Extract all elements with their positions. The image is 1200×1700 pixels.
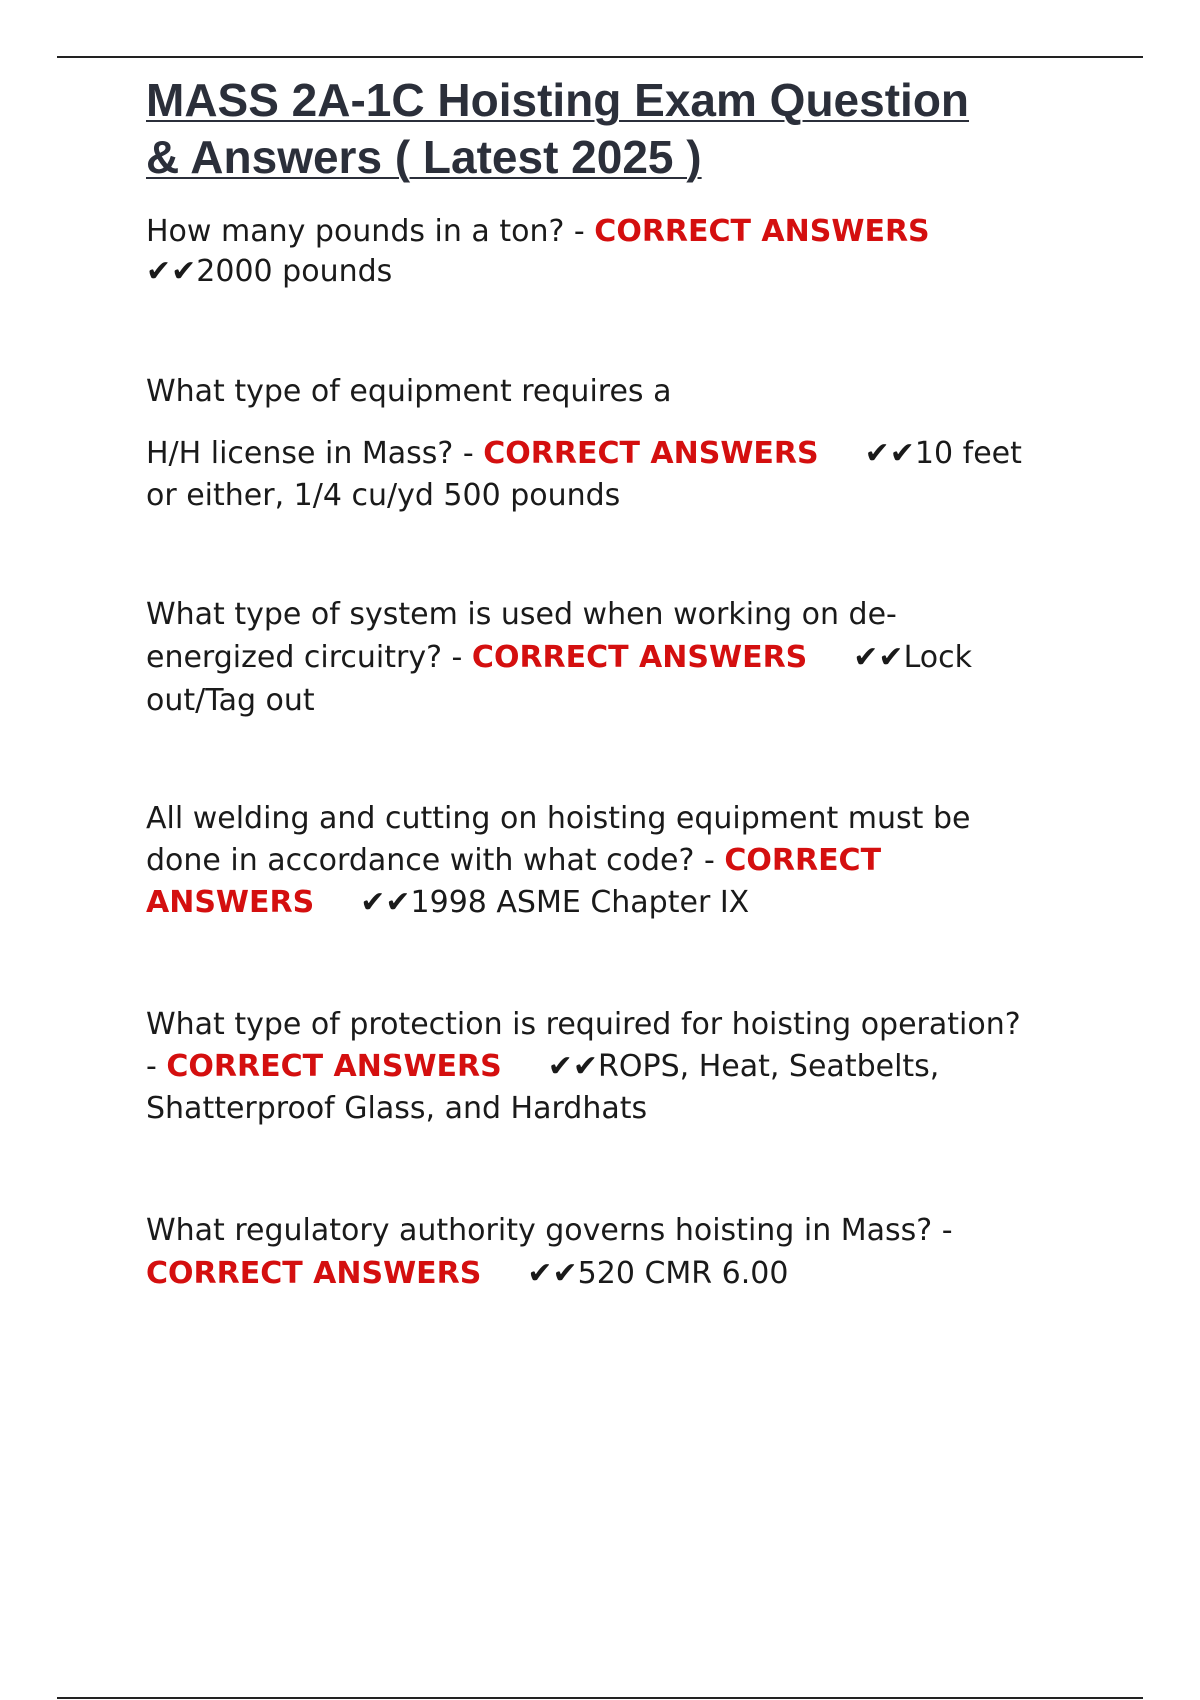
- correct-answers-label: CORRECT ANSWERS: [166, 1049, 502, 1084]
- qa-1-line-2: [146, 252, 1106, 292]
- qa-3-line-2: [146, 636, 1106, 679]
- answer-text: 1998 ASME Chapter IX: [410, 885, 750, 920]
- double-check-icon: ✔✔: [360, 885, 411, 920]
- question-text: energized circuitry? -: [146, 640, 472, 675]
- correct-answers-label: CORRECT ANSWERS: [483, 436, 819, 471]
- title-line-1: MASS 2A-1C Hoisting Exam Question: [146, 74, 970, 126]
- top-rule: [57, 56, 1143, 58]
- bottom-rule: [57, 1697, 1143, 1699]
- double-check-icon: ✔✔: [146, 254, 197, 289]
- correct-answers-label: CORRECT ANSWERS: [146, 1256, 482, 1291]
- qa-item-4: [146, 798, 1106, 924]
- question-text: How many pounds in a ton? -: [146, 214, 595, 249]
- qa-4-line-2: [146, 840, 1106, 882]
- answers-word: ANSWERS: [146, 885, 315, 920]
- answer-text: 2000 pounds: [196, 254, 393, 289]
- correct-answers-label: CORRECT ANSWERS: [594, 214, 930, 249]
- qa-2-line-2: [146, 431, 1106, 476]
- answer-text: ROPS, Heat, Seatbelts,: [598, 1049, 940, 1084]
- qa-2-line-1: What type of equipment requires a: [146, 374, 672, 409]
- qa-5-line-1: What type of protection is required for hoisting operation?: [146, 1007, 1021, 1042]
- qa-item-3: [146, 593, 1106, 722]
- document-title: [146, 72, 1106, 186]
- title-line-2: & Answers ( Latest 2025 ): [146, 131, 702, 183]
- qa-5-line-2: [146, 1046, 1106, 1088]
- qa-item-1: [146, 212, 1106, 292]
- answer-text: Lock: [903, 640, 972, 675]
- qa-item-5: [146, 1004, 1106, 1130]
- double-check-icon: ✔✔: [547, 1049, 599, 1084]
- qa-5-line-3: Shatterproof Glass, and Hardhats: [146, 1091, 648, 1126]
- qa-2-line-3: or either, 1/4 cu/yd 500 pounds: [146, 478, 621, 513]
- question-text: H/H license in Mass? -: [146, 436, 484, 471]
- qa-3-line-3: out/Tag out: [146, 683, 315, 718]
- answer-text: 10 feet: [914, 436, 1022, 471]
- qa-item-2: [146, 372, 1106, 516]
- qa-1-line-1: [146, 212, 1106, 252]
- qa-item-6: [146, 1209, 1106, 1295]
- qa-6-line-1: What regulatory authority governs hoisting in Mass? -: [146, 1213, 953, 1248]
- double-check-icon: ✔✔: [527, 1256, 578, 1291]
- qa-6-line-2: [146, 1252, 1106, 1295]
- qa-3-line-1: What type of system is used when working on de-: [146, 597, 897, 632]
- dash: -: [146, 1049, 157, 1084]
- qa-4-line-3: [146, 882, 1106, 924]
- correct-answers-label: CORRECT ANSWERS: [471, 640, 808, 675]
- answer-text: 520 CMR 6.00: [577, 1256, 789, 1291]
- correct-word: CORRECT: [724, 843, 882, 878]
- double-check-icon: ✔✔: [864, 436, 915, 471]
- qa-4-line-1: All welding and cutting on hoisting equipment must be: [146, 801, 971, 836]
- double-check-icon: ✔✔: [853, 640, 904, 675]
- question-text: done in accordance with what code? -: [146, 843, 725, 878]
